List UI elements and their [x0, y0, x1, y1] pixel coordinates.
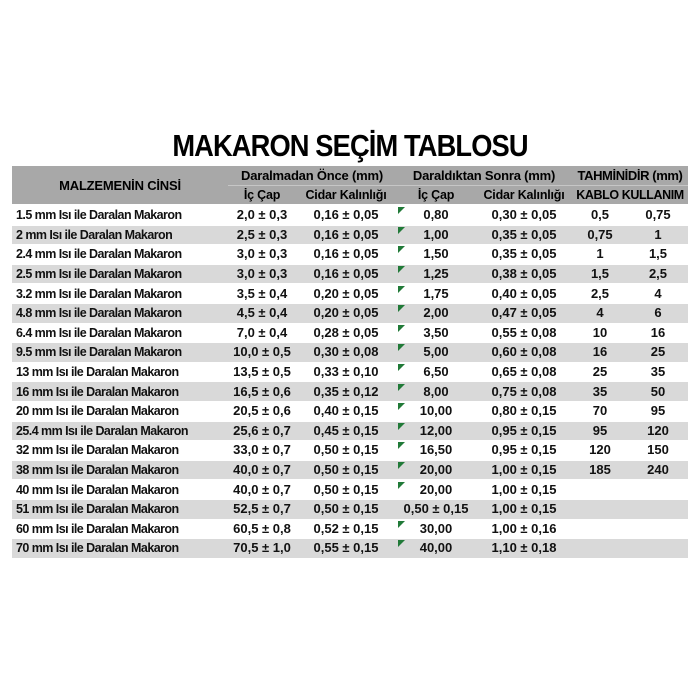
cell-wall-thickness-before: 0,50 ± 0,15 — [313, 481, 379, 497]
cell-cable-min: 10 — [592, 324, 608, 340]
cell-inner-diameter-after — [396, 520, 476, 538]
excel-error-corner-icon — [398, 325, 405, 332]
excel-error-corner-icon — [398, 344, 405, 351]
cell-inner-diameter-after — [396, 265, 476, 283]
cell-material-name: 2.4 mm Isı ile Daralan Makaron — [16, 247, 182, 262]
cell-cable-min: 4 — [596, 305, 604, 321]
header-sub-cable-usage: KABLO KULLANIM — [576, 187, 684, 202]
excel-error-corner-icon — [398, 462, 405, 469]
cell-inner-diameter-before: 7,0 ± 0,4 — [236, 324, 288, 340]
cell-material-name: 38 mm Isı ile Daralan Makaron — [16, 463, 179, 478]
cell-value: 1,75 — [423, 285, 449, 301]
cell-cable-max: 50 — [650, 383, 666, 399]
header-sub-wall-thickness-after: Cidar Kalınlığı — [483, 187, 565, 202]
cell-material-name: 13 mm Isı ile Daralan Makaron — [16, 365, 179, 380]
cell-value: 5,00 — [423, 344, 449, 360]
cell-wall-thickness-after: 1,00 ± 0,16 — [491, 520, 557, 536]
cell-cable-max: 35 — [650, 364, 666, 380]
excel-error-corner-icon — [398, 246, 405, 253]
cell-wall-thickness-after: 0,65 ± 0,08 — [491, 364, 557, 380]
cell-cable-min: 0,75 — [587, 226, 613, 242]
table-row — [12, 539, 688, 559]
cell-inner-diameter-before: 16,5 ± 0,6 — [233, 383, 291, 399]
cell-value: 20,00 — [419, 462, 453, 478]
excel-error-corner-icon — [398, 423, 405, 430]
cell-inner-diameter-before: 13,5 ± 0,5 — [233, 364, 291, 380]
cell-cable-min: 1 — [596, 246, 604, 262]
header-group-before-shrink: Daralmadan Önce (mm) — [241, 168, 383, 183]
cell-wall-thickness-before: 0,20 ± 0,05 — [313, 305, 379, 321]
cell-value: 12,00 — [419, 422, 453, 438]
table-row — [12, 343, 688, 363]
cell-cable-max: 1 — [654, 226, 662, 242]
cell-wall-thickness-after: 1,10 ± 0,18 — [491, 540, 557, 556]
cell-inner-diameter-after — [396, 481, 476, 499]
cell-wall-thickness-after: 0,95 ± 0,15 — [491, 442, 557, 458]
cell-cable-min: 16 — [592, 344, 608, 360]
cell-cable-min: 2,5 — [590, 285, 610, 301]
header-material-column: MALZEMENİN CİNSİ — [59, 177, 181, 193]
cell-wall-thickness-after: 1,00 ± 0,15 — [491, 501, 557, 517]
table-row — [12, 480, 688, 500]
cell-wall-thickness-before: 0,55 ± 0,15 — [313, 540, 379, 556]
cell-material-name: 2.5 mm Isı ile Daralan Makaron — [16, 267, 182, 282]
cell-cable-min: 25 — [592, 364, 608, 380]
cell-cable-min: 1,5 — [590, 266, 610, 282]
table-row — [12, 422, 688, 442]
cell-wall-thickness-before: 0,16 ± 0,05 — [313, 266, 379, 282]
header-sub-wall-thickness-before: Cidar Kalınlığı — [305, 187, 387, 202]
cell-material-name: 1.5 mm Isı ile Daralan Makaron — [16, 208, 182, 223]
header-group-estimate: TAHMİNİDİR (mm) — [577, 168, 683, 183]
cell-inner-diameter-after — [396, 402, 476, 420]
cell-cable-min: 95 — [592, 422, 608, 438]
cell-wall-thickness-after: 1,00 ± 0,15 — [491, 462, 557, 478]
excel-error-corner-icon — [398, 207, 405, 214]
cell-wall-thickness-after: 0,38 ± 0,05 — [491, 266, 557, 282]
cell-cable-max: 2,5 — [648, 266, 668, 282]
cell-inner-diameter-after — [396, 500, 476, 518]
cell-value: 1,25 — [423, 266, 449, 282]
table-row — [12, 520, 688, 540]
table-row — [12, 461, 688, 481]
cell-wall-thickness-after: 0,75 ± 0,08 — [491, 383, 557, 399]
cell-wall-thickness-after: 0,95 ± 0,15 — [491, 422, 557, 438]
cell-value: 30,00 — [419, 520, 453, 536]
cell-material-name: 60 mm Isı ile Daralan Makaron — [16, 521, 179, 536]
cell-wall-thickness-after: 0,55 ± 0,08 — [491, 324, 557, 340]
cell-value: 40,00 — [419, 540, 453, 556]
excel-error-corner-icon — [398, 482, 405, 489]
excel-error-corner-icon — [398, 227, 405, 234]
cell-value: 20,00 — [419, 481, 453, 497]
table-row — [12, 382, 688, 402]
cell-value: 0,80 — [423, 207, 449, 223]
cell-material-name: 51 mm Isı ile Daralan Makaron — [16, 502, 179, 517]
cell-cable-min: 35 — [592, 383, 608, 399]
cell-wall-thickness-after: 0,30 ± 0,05 — [491, 207, 557, 223]
cell-wall-thickness-before: 0,16 ± 0,05 — [313, 207, 379, 223]
table-body — [12, 206, 688, 559]
excel-error-corner-icon — [398, 364, 405, 371]
cell-inner-diameter-before: 60,5 ± 0,8 — [233, 520, 291, 536]
cell-cable-max: 16 — [650, 324, 666, 340]
cell-inner-diameter-after — [396, 285, 476, 303]
cell-inner-diameter-after — [396, 363, 476, 381]
cell-value: 6,50 — [423, 364, 449, 380]
cell-inner-diameter-after — [396, 324, 476, 342]
cell-inner-diameter-before: 70,5 ± 1,0 — [233, 540, 291, 556]
cell-inner-diameter-after — [396, 206, 476, 224]
table-row — [12, 363, 688, 383]
cell-cable-max: 25 — [650, 344, 666, 360]
cell-wall-thickness-before: 0,20 ± 0,05 — [313, 285, 379, 301]
cell-value: 1,00 — [423, 226, 449, 242]
cell-inner-diameter-before: 3,5 ± 0,4 — [236, 285, 288, 301]
header-sub-inner-diameter-after: İç Çap — [417, 187, 455, 202]
cell-inner-diameter-after — [396, 461, 476, 479]
excel-error-corner-icon — [398, 403, 405, 410]
table-row — [12, 284, 688, 304]
cell-inner-diameter-after — [396, 441, 476, 459]
table-row — [12, 402, 688, 422]
cell-inner-diameter-after — [396, 539, 476, 557]
cell-cable-min: 0,5 — [590, 207, 610, 223]
cell-cable-min: 120 — [589, 442, 611, 458]
cell-inner-diameter-before: 40,0 ± 0,7 — [233, 462, 291, 478]
cell-value: 8,00 — [423, 383, 449, 399]
cell-material-name: 6.4 mm Isı ile Daralan Makaron — [16, 325, 182, 340]
excel-error-corner-icon — [398, 384, 405, 391]
cell-wall-thickness-before: 0,50 ± 0,15 — [313, 442, 379, 458]
excel-error-corner-icon — [398, 540, 405, 547]
excel-error-corner-icon — [398, 521, 405, 528]
cell-material-name: 40 mm Isı ile Daralan Makaron — [16, 482, 179, 497]
cell-wall-thickness-before: 0,33 ± 0,10 — [313, 364, 379, 380]
cell-cable-max: 1,5 — [648, 246, 668, 262]
cell-material-name: 16 mm Isı ile Daralan Makaron — [16, 384, 179, 399]
cell-cable-min: 185 — [589, 462, 611, 478]
cell-material-name: 3.2 mm Isı ile Daralan Makaron — [16, 286, 182, 301]
header-sub-inner-diameter-before: İç Çap — [243, 187, 281, 202]
cell-wall-thickness-after: 0,35 ± 0,05 — [491, 226, 557, 242]
cell-wall-thickness-before: 0,45 ± 0,15 — [313, 422, 379, 438]
cell-inner-diameter-before: 40,0 ± 0,7 — [233, 481, 291, 497]
cell-value: 1,50 — [423, 246, 449, 262]
cell-wall-thickness-after: 0,60 ± 0,08 — [491, 344, 557, 360]
cell-wall-thickness-after: 1,00 ± 0,15 — [491, 481, 557, 497]
cell-cable-min: 70 — [592, 403, 608, 419]
table-row — [12, 206, 688, 226]
cell-value: 0,50 ± 0,15 — [403, 501, 469, 517]
table-row — [12, 245, 688, 265]
cell-inner-diameter-before: 10,0 ± 0,5 — [233, 344, 291, 360]
cell-wall-thickness-before: 0,50 ± 0,15 — [313, 501, 379, 517]
cell-inner-diameter-before: 33,0 ± 0,7 — [233, 442, 291, 458]
cell-material-name: 32 mm Isı ile Daralan Makaron — [16, 443, 179, 458]
cell-inner-diameter-after — [396, 383, 476, 401]
excel-error-corner-icon — [398, 286, 405, 293]
table-row — [12, 265, 688, 285]
excel-error-corner-icon — [398, 305, 405, 312]
cell-material-name: 9.5 mm Isı ile Daralan Makaron — [16, 345, 182, 360]
cell-wall-thickness-before: 0,30 ± 0,08 — [313, 344, 379, 360]
table-header — [12, 166, 688, 206]
cell-inner-diameter-before: 3,0 ± 0,3 — [236, 266, 288, 282]
cell-inner-diameter-before: 3,0 ± 0,3 — [236, 246, 288, 262]
cell-wall-thickness-after: 0,80 ± 0,15 — [491, 403, 557, 419]
cell-value: 16,50 — [419, 442, 453, 458]
cell-wall-thickness-before: 0,35 ± 0,12 — [313, 383, 379, 399]
cell-material-name: 20 mm Isı ile Daralan Makaron — [16, 404, 179, 419]
table-row — [12, 500, 688, 520]
cell-wall-thickness-before: 0,40 ± 0,15 — [313, 403, 379, 419]
table-row — [12, 226, 688, 246]
cell-wall-thickness-before: 0,50 ± 0,15 — [313, 462, 379, 478]
cell-wall-thickness-before: 0,16 ± 0,05 — [313, 226, 379, 242]
cell-wall-thickness-after: 0,35 ± 0,05 — [491, 246, 557, 262]
table-row — [12, 324, 688, 344]
cell-cable-max: 6 — [654, 305, 662, 321]
page-title: MAKARON SEÇİM TABLOSU — [172, 128, 528, 163]
cell-cable-max: 95 — [650, 403, 666, 419]
header-group-after-shrink: Daraldıktan Sonra (mm) — [412, 168, 556, 183]
cell-wall-thickness-before: 0,52 ± 0,15 — [313, 520, 379, 536]
cell-inner-diameter-before: 25,6 ± 0,7 — [233, 422, 291, 438]
cell-cable-max: 240 — [647, 462, 669, 478]
cell-material-name: 2 mm Isı ile Daralan Makaron — [16, 227, 173, 242]
cell-value: 3,50 — [423, 324, 449, 340]
cell-material-name: 4.8 mm Isı ile Daralan Makaron — [16, 306, 182, 321]
cell-cable-max: 0,75 — [645, 207, 671, 223]
cell-inner-diameter-before: 52,5 ± 0,7 — [233, 501, 291, 517]
cell-inner-diameter-after — [396, 304, 476, 322]
cell-inner-diameter-after — [396, 226, 476, 244]
cell-material-name: 25.4 mm Isı ile Daralan Makaron — [16, 423, 188, 438]
cell-wall-thickness-before: 0,28 ± 0,05 — [313, 324, 379, 340]
cell-value: 2,00 — [423, 305, 449, 321]
makaron-selection-table — [12, 166, 688, 559]
cell-cable-max: 4 — [654, 285, 662, 301]
cell-inner-diameter-before: 2,0 ± 0,3 — [236, 207, 288, 223]
cell-inner-diameter-before: 4,5 ± 0,4 — [236, 305, 288, 321]
cell-inner-diameter-after — [396, 245, 476, 263]
cell-cable-max: 120 — [647, 422, 669, 438]
cell-wall-thickness-after: 0,47 ± 0,05 — [491, 305, 557, 321]
excel-error-corner-icon — [398, 442, 405, 449]
cell-value: 10,00 — [419, 403, 453, 419]
cell-cable-max: 150 — [647, 442, 669, 458]
cell-wall-thickness-after: 0,40 ± 0,05 — [491, 285, 557, 301]
table-row — [12, 441, 688, 461]
cell-inner-diameter-before: 20,5 ± 0,6 — [233, 403, 291, 419]
table-row — [12, 304, 688, 324]
cell-material-name: 70 mm Isı ile Daralan Makaron — [16, 541, 179, 556]
cell-wall-thickness-before: 0,16 ± 0,05 — [313, 246, 379, 262]
cell-inner-diameter-before: 2,5 ± 0,3 — [236, 226, 288, 242]
cell-inner-diameter-after — [396, 343, 476, 361]
excel-error-corner-icon — [398, 266, 405, 273]
cell-inner-diameter-after — [396, 422, 476, 440]
